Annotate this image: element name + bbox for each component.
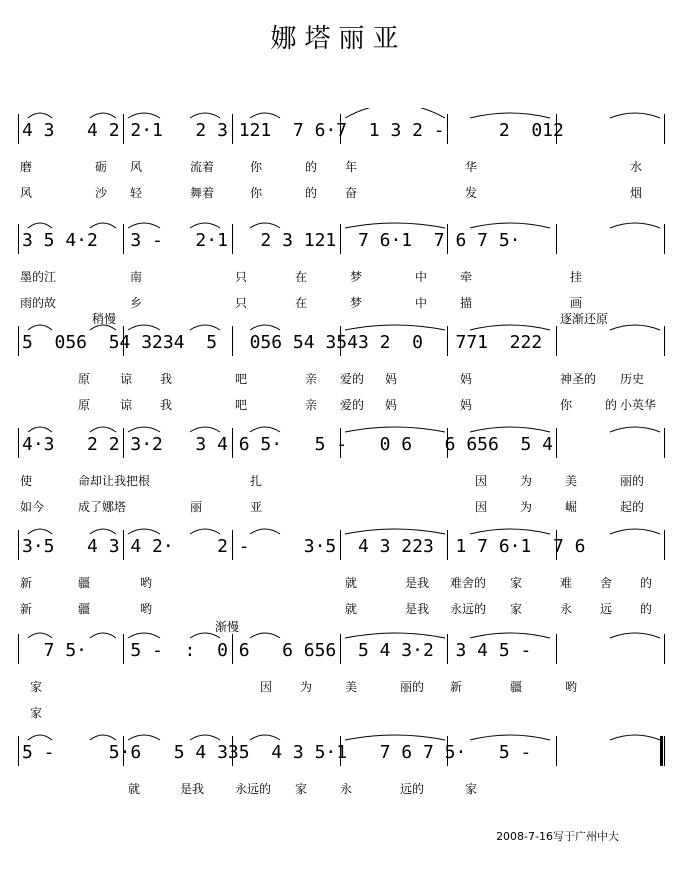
lyric-verse-2: 风: [20, 186, 33, 200]
slur-arc: [128, 325, 160, 330]
lyric-verse-2: 的: [640, 602, 653, 616]
slur-arc: [128, 633, 160, 638]
lyric-verse-1: 美: [565, 474, 578, 488]
slur-arc: [610, 529, 660, 534]
slur-arc: [90, 113, 116, 118]
slur-arcs: [0, 628, 677, 668]
slur-arc: [345, 108, 445, 118]
lyric-verse-2: 梦: [350, 296, 363, 310]
lyric-verse-1: 神圣的: [560, 372, 597, 386]
lyric-verse-1: 永远的: [235, 782, 272, 796]
lyric-verse-1: 妈: [460, 372, 473, 386]
slur-arc: [28, 633, 52, 638]
score-row: [0, 312, 677, 432]
lyric-verse-1: 牵: [460, 270, 473, 284]
note-line: 5 - 5·6 5 4 335 4 3 5·1 7 6 7 5· 5 -: [22, 742, 532, 763]
lyric-verse-2: 永远的: [450, 602, 487, 616]
slur-arc: [28, 325, 52, 330]
lyric-verse-1: 中: [415, 270, 428, 284]
slur-arc: [610, 633, 660, 638]
lyric-verse-1: 墨的江: [20, 270, 57, 284]
lyric-verse-1: 新: [450, 680, 463, 694]
lyric-verse-2: 烟: [630, 186, 643, 200]
slur-arcs: [0, 108, 677, 148]
lyric-verse-2: 在: [295, 296, 308, 310]
lyric-verse-1: 新: [20, 576, 33, 590]
lyric-verse-1: 远的: [400, 782, 425, 796]
lyric-verse-1: 难舍的: [450, 576, 487, 590]
lyric-verse-1: 家: [510, 576, 523, 590]
slur-arc: [610, 427, 660, 432]
slur-arc: [90, 529, 116, 534]
slur-arc: [190, 529, 220, 534]
lyric-verse-2: 成了娜塔: [78, 500, 127, 514]
lyric-verse-2: 崛: [565, 500, 578, 514]
lyric-verse-1: 因: [475, 474, 488, 488]
tempo-marking: 渐慢: [215, 620, 240, 634]
lyric-verse-2: 就: [345, 602, 358, 616]
slur-arc: [250, 529, 280, 534]
lyric-verse-2: 吧: [235, 398, 248, 412]
slur-arc: [128, 427, 160, 432]
slur-arcs: [0, 218, 677, 258]
lyric-verse-2: 只: [235, 296, 248, 310]
slur-arc: [345, 223, 445, 228]
score-row: [0, 524, 677, 636]
slur-arc: [470, 325, 550, 330]
lyric-verse-2: 远: [600, 602, 613, 616]
lyric-verse-1: 美: [345, 680, 358, 694]
slur-arc: [250, 113, 280, 118]
note-line: 4·3 2 2 3·2 3 4 6 5· 5 - 0 6 6 656 5 4: [22, 434, 554, 455]
lyric-verse-2: 妈: [460, 398, 473, 412]
lyric-verse-1: 的: [640, 576, 653, 590]
slur-arc: [250, 633, 280, 638]
tempo-marking: 稍慢: [92, 312, 117, 326]
slur-arc: [190, 113, 220, 118]
lyric-verse-1: 我: [160, 372, 173, 386]
slur-arc: [470, 223, 550, 228]
lyric-verse-1: 水: [630, 160, 643, 174]
lyric-verse-1: 磨: [20, 160, 33, 174]
lyric-verse-1: 挂: [570, 270, 583, 284]
lyric-verse-2: 是我: [405, 602, 430, 616]
lyric-verse-2: 中: [415, 296, 428, 310]
slur-arc: [470, 735, 550, 740]
lyric-verse-2: 轻: [130, 186, 143, 200]
lyric-verse-2: 丽: [190, 500, 203, 514]
slur-arc: [470, 633, 550, 638]
slur-arc: [128, 735, 160, 740]
score-row: [0, 108, 677, 220]
lyric-verse-2: 家: [30, 706, 43, 720]
score-row: [0, 620, 677, 740]
lyric-verse-2: 谅: [120, 398, 133, 412]
lyric-verse-1: 谅: [120, 372, 133, 386]
lyric-verse-1: 就: [128, 782, 141, 796]
note-line: 3·5 4 3 4 2· 2 - 3·5 4 3 223 1 7 6·1 7 6: [22, 536, 586, 557]
lyric-verse-1: 原: [78, 372, 91, 386]
lyric-verse-2: 舞着: [190, 186, 215, 200]
lyric-verse-2: 的: [305, 186, 318, 200]
lyric-verse-1: 为: [300, 680, 313, 694]
lyric-verse-2: 奋: [345, 186, 358, 200]
lyric-verse-2: 新: [20, 602, 33, 616]
lyric-verse-1: 吧: [235, 372, 248, 386]
slur-arc: [28, 427, 52, 432]
lyric-verse-1: 哟: [565, 680, 578, 694]
note-line: 5 056 54 3234 5 056 54 3543 2 0 771 222: [22, 332, 543, 353]
lyric-verse-2: 如今: [20, 500, 45, 514]
lyric-verse-1: 是我: [180, 782, 205, 796]
lyric-verse-1: 哟: [140, 576, 153, 590]
lyric-verse-2: 永: [560, 602, 573, 616]
lyric-verse-2: 疆: [78, 602, 91, 616]
lyric-verse-1: 难: [560, 576, 573, 590]
slur-arc: [610, 325, 660, 330]
lyric-verse-1: 你: [250, 160, 263, 174]
slur-arc: [190, 223, 220, 228]
lyric-verse-2: 家: [510, 602, 523, 616]
slur-arc: [190, 325, 220, 330]
lyric-verse-1: 历史: [620, 372, 645, 386]
slur-arc: [90, 633, 116, 638]
lyric-verse-1: 砺: [95, 160, 108, 174]
note-line: 4 3 4 2 2·1 2 3 121 7 6·7 1 3 2 - 2 012: [22, 120, 564, 141]
tempo-marking: 逐渐还原: [560, 312, 609, 326]
score-row: [0, 422, 677, 534]
slur-arc: [345, 735, 445, 740]
slur-arc: [90, 427, 116, 432]
slur-arc: [128, 113, 160, 118]
slur-arc: [128, 223, 160, 228]
slur-arc: [250, 427, 280, 432]
lyric-verse-1: 永: [340, 782, 353, 796]
slur-arc: [345, 633, 445, 638]
lyric-verse-1: 家: [30, 680, 43, 694]
slur-arc: [190, 427, 220, 432]
slur-arc: [128, 529, 160, 534]
lyric-verse-2: 小英华: [620, 398, 657, 412]
lyric-verse-1: 疆: [78, 576, 91, 590]
slur-arc: [90, 223, 116, 228]
lyric-verse-1: 爱的: [340, 372, 365, 386]
slur-arc: [345, 427, 445, 432]
lyric-verse-2: 为: [520, 500, 533, 514]
lyric-verse-2: 哟: [140, 602, 153, 616]
lyric-verse-1: 家: [295, 782, 308, 796]
lyric-verse-1: 家: [465, 782, 478, 796]
lyric-verse-2: 原: [78, 398, 91, 412]
slur-arcs: [0, 524, 677, 564]
slur-arc: [250, 735, 280, 740]
lyric-verse-1: 使: [20, 474, 33, 488]
slur-arcs: [0, 422, 677, 462]
lyric-verse-2: 雨的故: [20, 296, 57, 310]
lyric-verse-1: 亲: [305, 372, 318, 386]
slur-arc: [28, 735, 52, 740]
slur-arc: [470, 113, 550, 118]
lyric-verse-1: 在: [295, 270, 308, 284]
lyric-verse-1: 命却让我把根: [78, 474, 151, 488]
slur-arc: [470, 427, 550, 432]
slur-arc: [345, 325, 445, 330]
lyric-verse-1: 南: [130, 270, 143, 284]
score-row: [0, 730, 677, 842]
slur-arc: [250, 223, 280, 228]
lyric-verse-1: 妈: [385, 372, 398, 386]
lyric-verse-2: 起的: [620, 500, 645, 514]
lyric-verse-1: 疆: [510, 680, 523, 694]
lyric-verse-2: 我: [160, 398, 173, 412]
lyric-verse-1: 就: [345, 576, 358, 590]
song-title: 娜塔丽亚: [270, 24, 407, 54]
lyric-verse-1: 丽的: [620, 474, 645, 488]
slur-arc: [28, 113, 52, 118]
lyric-verse-1: 的: [305, 160, 318, 174]
lyric-verse-1: 风: [130, 160, 143, 174]
lyric-verse-2: 画: [570, 296, 583, 310]
slur-arc: [28, 223, 52, 228]
lyric-verse-1: 梦: [350, 270, 363, 284]
slur-arc: [610, 223, 660, 228]
lyric-verse-1: 流着: [190, 160, 215, 174]
lyric-verse-2: 沙: [95, 186, 108, 200]
lyric-verse-1: 舍: [600, 576, 613, 590]
lyric-verse-1: 年: [345, 160, 358, 174]
lyric-verse-2: 妈: [385, 398, 398, 412]
lyric-verse-2: 的: [605, 398, 618, 412]
lyric-verse-2: 你: [560, 398, 573, 412]
lyric-verse-1: 华: [465, 160, 478, 174]
slur-arc: [28, 529, 52, 534]
lyric-verse-2: 因: [475, 500, 488, 514]
note-line: 3 5 4·2 3 - 2·1 2 3 121 7 6·1 7 6 7 5·: [22, 230, 521, 251]
lyric-verse-1: 扎: [250, 474, 263, 488]
slur-arc: [250, 325, 280, 330]
lyric-verse-1: 是我: [405, 576, 430, 590]
slur-arc: [610, 113, 660, 118]
lyric-verse-2: 发: [465, 186, 478, 200]
slur-arc: [610, 735, 660, 740]
lyric-verse-2: 描: [460, 296, 473, 310]
lyric-verse-2: 亲: [305, 398, 318, 412]
note-line: 7 5· 5 - : 0 6 6 656 5 4 3·2 3 4 5 -: [22, 640, 532, 661]
slur-arc: [345, 529, 445, 534]
slur-arc: [470, 529, 550, 534]
slur-arc: [190, 735, 220, 740]
lyric-verse-2: 亚: [250, 500, 263, 514]
lyric-verse-1: 只: [235, 270, 248, 284]
slur-arc: [90, 735, 116, 740]
date-footer: 2008-7-16写于广州中大: [496, 830, 619, 843]
lyric-verse-2: 你: [250, 186, 263, 200]
lyric-verse-1: 丽的: [400, 680, 425, 694]
lyric-verse-1: 为: [520, 474, 533, 488]
lyric-verse-1: 因: [260, 680, 273, 694]
slur-arcs: [0, 730, 677, 770]
lyric-verse-2: 乡: [130, 296, 143, 310]
lyric-verse-2: 爱的: [340, 398, 365, 412]
